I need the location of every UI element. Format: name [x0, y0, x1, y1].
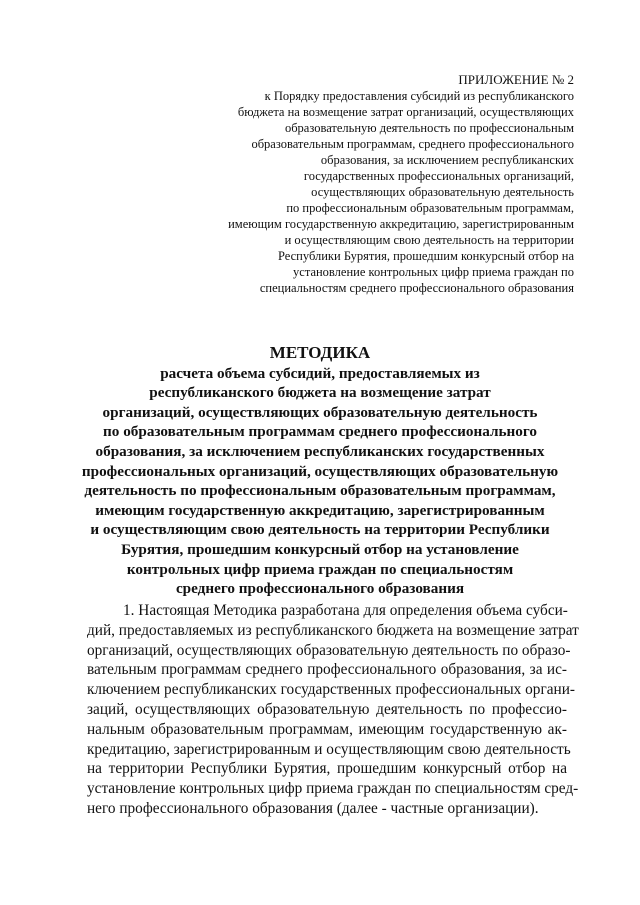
appendix-heading: ПРИЛОЖЕНИЕ № 2	[458, 72, 574, 87]
subtitle-line: имеющим государственную аккредитацию, зарегистрированным	[95, 501, 545, 519]
appendix-line: установление контрольных цифр приема граждан по	[293, 265, 574, 279]
paragraph-1	[87, 601, 579, 819]
paragraph-line: ключением республиканских государственных профессиональных органи-	[87, 681, 575, 699]
appendix-line: образовательную деятельность по профессиональным	[284, 121, 574, 135]
appendix-line: по профессиональным образовательным программам,	[286, 201, 574, 215]
paragraph-line: него профессионального образования (далее - частные организации).	[87, 799, 539, 817]
appendix-line: Республики Бурятия, прошедшим конкурсный отбор на	[277, 249, 574, 263]
paragraph-line: нальным образовательным программам, имеющим государственную ак-	[87, 720, 567, 738]
paragraph-line: дий, предоставляемых из республиканского бюджета на возмещение затрат	[87, 621, 579, 639]
document-title: МЕТОДИКА	[269, 343, 371, 362]
appendix-line: имеющим государственную аккредитацию, зарегистрированным	[228, 217, 574, 231]
subtitle-line: расчета объема субсидий, предоставляемых из	[160, 364, 480, 382]
appendix-line: осуществляющих образовательную деятельность	[311, 185, 574, 199]
paragraph-line: заций, осуществляющих образовательную деятельность по профессио-	[87, 700, 567, 718]
subtitle-line: образования, за исключением республиканских государственных	[95, 442, 545, 460]
appendix-header	[154, 72, 574, 296]
appendix-line: образовательным программам, среднего профессионального	[251, 137, 574, 151]
paragraph-line: установление контрольных цифр приема граждан по специальностям сред-	[87, 780, 579, 798]
subtitle-line: организаций, осуществляющих образовательную деятельность	[102, 403, 538, 421]
paragraph-line: 1. Настоящая Методика разработана для определения объема субси-	[123, 602, 568, 619]
appendix-line: бюджета на возмещение затрат организаций, осуществляющих	[237, 105, 574, 119]
paragraph-line: организаций, осуществляющих образовательную деятельность по образо-	[87, 641, 571, 659]
paragraph-line: на территории Республики Бурятия, прошедшим конкурсный отбор на	[87, 760, 567, 778]
subtitle-line: деятельность по профессиональным образовательным программам,	[84, 482, 556, 500]
appendix-line: государственных профессиональных организаций,	[303, 169, 574, 183]
paragraph-line: кредитацию, зарегистрированным и осуществляющим свою деятельность	[87, 740, 571, 758]
subtitle-line: профессиональных организаций, осуществляющих образовательную	[81, 462, 559, 480]
appendix-line: и осуществляющим свою деятельность на территории	[284, 233, 574, 247]
subtitle-line: республиканского бюджета на возмещение затрат	[149, 384, 491, 402]
appendix-line: образования, за исключением республиканских	[320, 153, 574, 167]
subtitle-line: Бурятия, прошедшим конкурсный отбор на установление	[121, 540, 519, 558]
appendix-line: специальностям среднего профессионального образования	[259, 281, 574, 295]
subtitle-line: и осуществляющим свою деятельность на территории Республики	[90, 521, 550, 539]
methodology-title-block	[60, 343, 580, 599]
subtitle-line: по образовательным программам среднего профессионального	[103, 423, 537, 441]
appendix-line: к Порядку предоставления субсидий из республиканского	[264, 89, 574, 103]
subtitle-line: среднего профессионального образования	[175, 580, 465, 598]
subtitle-line: контрольных цифр приема граждан по специальностям	[126, 560, 514, 578]
paragraph-line: вательным программам среднего профессионального образования, за ис-	[87, 661, 567, 679]
